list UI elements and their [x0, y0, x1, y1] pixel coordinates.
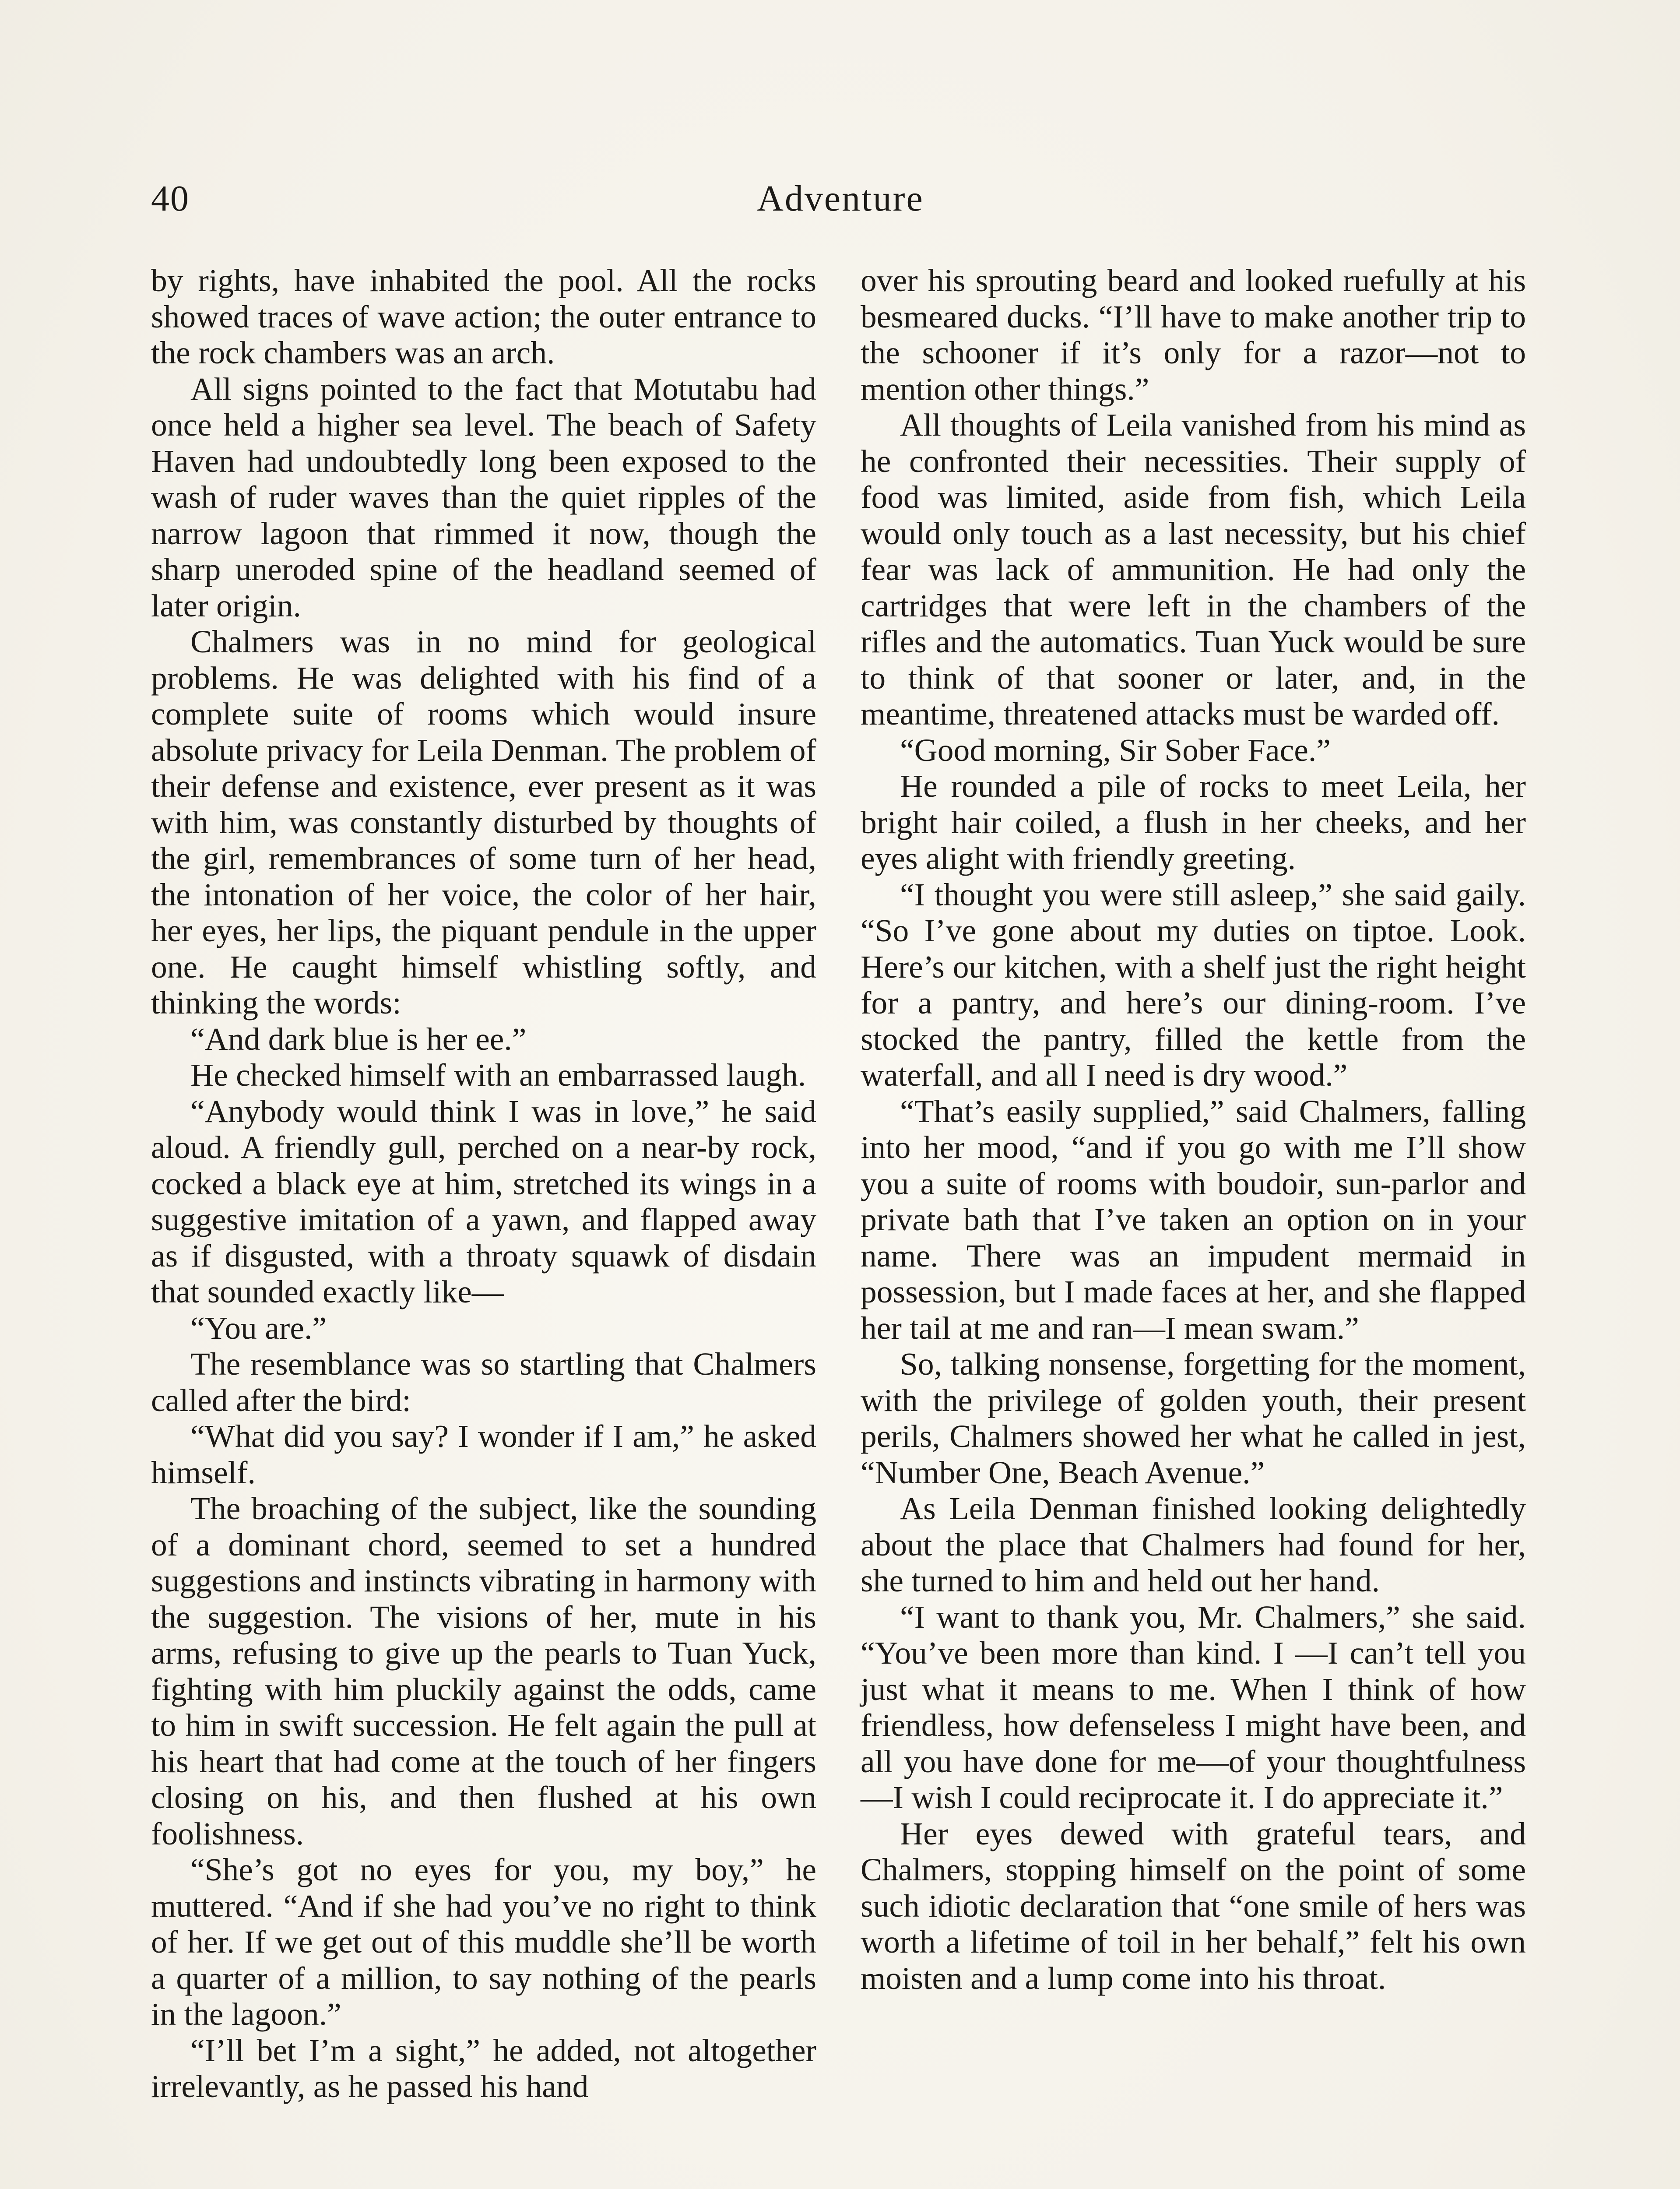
paragraph: The broaching of the subject, like the sounding of a dominant chord, seemed to set a hundred suggestions and instincts vibrating in harmony with the suggestion. The visions of her, mute in his arms, refusing to give up the pearls to Tuan Yuck, fighting with him pluckily against the odds, came to him in swift succession. He felt again the pull at his heart that had come at the touch of her fingers closing on his, and then flushed at his own foolishness. — [151, 1491, 816, 1851]
paragraph: The resemblance was so startling that Chalmers called after the bird: — [151, 1346, 816, 1418]
paragraph: “Anybody would think I was in love,” he said aloud. A friendly gull, perched on a near-by rock, cocked a black eye at him, stretched its wings in a suggestive imitation of a yawn, and flapped away as if disgusted, with a throaty squawk of disdain that sounded exactly like— — [151, 1093, 816, 1309]
paragraph: “She’s got no eyes for you, my boy,” he muttered. “And if she had you’ve no right to think of her. If we get out of this muddle she’ll be worth a quarter of a million, to say nothing of the pearls in the lagoon.” — [151, 1852, 816, 2032]
right-column — [861, 263, 1526, 1996]
paragraph: He checked himself with an embarrassed laugh. — [190, 1057, 806, 1093]
left-column — [151, 263, 816, 2105]
paragraph: He rounded a pile of rocks to meet Leila, her bright hair coiled, a flush in her cheeks, and her eyes alight with friendly greeting. — [861, 768, 1526, 876]
running-title: Adventure — [757, 178, 924, 219]
paragraph: “You are.” — [190, 1310, 327, 1346]
paragraph: Her eyes dewed with grateful tears, and Chalmers, stopping himself on the point of some such idiotic declaration that “one smile of hers was worth a lifetime of toil in her behalf,” felt his own moisten and a lump come into his throat. — [861, 1816, 1526, 1996]
page-number: 40 — [151, 178, 190, 219]
paragraph: “I thought you were still asleep,” she said gaily. “So I’ve gone about my duties on tiptoe. Look. Here’s our kitchen, with a shelf just the right height for a pantry, and here’s our dining-room. I’ve stocked the pantry, filled the kettle from the waterfall, and all I need is dry wood.” — [861, 876, 1526, 1093]
paragraph: “I want to thank you, Mr. Chalmers,” she said. “You’ve been more than kind. I —I can’t tell you just what it means to me. When I think of how friendless, how defenseless I might have been, and all you have done for me—of your thoughtfulness—I wish I could reciprocate it. I do appreciate it.” — [861, 1599, 1526, 1815]
page-header — [151, 177, 1530, 239]
paragraph: All thoughts of Leila vanished from his mind as he confronted their necessities. Their supply of food was limited, aside from fish, which Leila would only touch as a last necessity, but his chief fear was lack of ammunition. He had only the cartridges that were left in the chambers of the rifles and the automatics. Tuan Yuck would be sure to think of that sooner or later, and, in the meantime, threatened attacks must be warded off. — [861, 407, 1526, 732]
paragraph: “And dark blue is her ee.” — [190, 1021, 527, 1057]
paragraph: “I’ll bet I’m a sight,” he added, not altogether irrelevantly, as he passed his hand — [151, 2032, 816, 2104]
paragraph: Chalmers was in no mind for geological problems. He was delighted with his find of a complete suite of rooms which would insure absolute privacy for Leila Denman. The problem of their defense and existence, ever present as it was with him, was constantly disturbed by thoughts of the girl, remembrances of some turn of her head, the intonation of her voice, the color of her hair, her eyes, her lips, the piquant pendule in the upper one. He caught himself whistling softly, and thinking the words: — [151, 624, 816, 1021]
paragraph: “Good morning, Sir Sober Face.” — [900, 732, 1331, 768]
paragraph: by rights, have inhabited the pool. All the rocks showed traces of wave action; the outer entrance to the rock chambers was an arch. — [151, 263, 816, 370]
paragraph: “What did you say? I wonder if I am,” he asked himself. — [151, 1418, 816, 1490]
paragraph: So, talking nonsense, forgetting for the moment, with the privilege of golden youth, their present perils, Chalmers showed her what he called in jest, “Number One, Beach Avenue.” — [861, 1346, 1526, 1490]
paragraph: “That’s easily supplied,” said Chalmers, falling into her mood, “and if you go with me I’ll show you a suite of rooms with boudoir, sun-parlor and private bath that I’ve taken an option on in your name. There was an impudent mermaid in possession, but I made faces at her, and she flapped her tail at me and ran—I mean swam.” — [861, 1093, 1526, 1346]
paragraph: As Leila Denman finished looking delightedly about the place that Chalmers had found for her, she turned to him and held out her hand. — [861, 1491, 1526, 1598]
paragraph: over his sprouting beard and looked ruefully at his besmeared ducks. “I’ll have to make another trip to the schooner if it’s only for a razor—not to mention other things.” — [861, 263, 1526, 407]
paragraph: All signs pointed to the fact that Motutabu had once held a higher sea level. The beach of Safety Haven had undoubtedly long been exposed to the wash of ruder waves than the quiet ripples of the narrow lagoon that rimmed it now, though the sharp uneroded spine of the headland seemed of later origin. — [151, 371, 816, 623]
